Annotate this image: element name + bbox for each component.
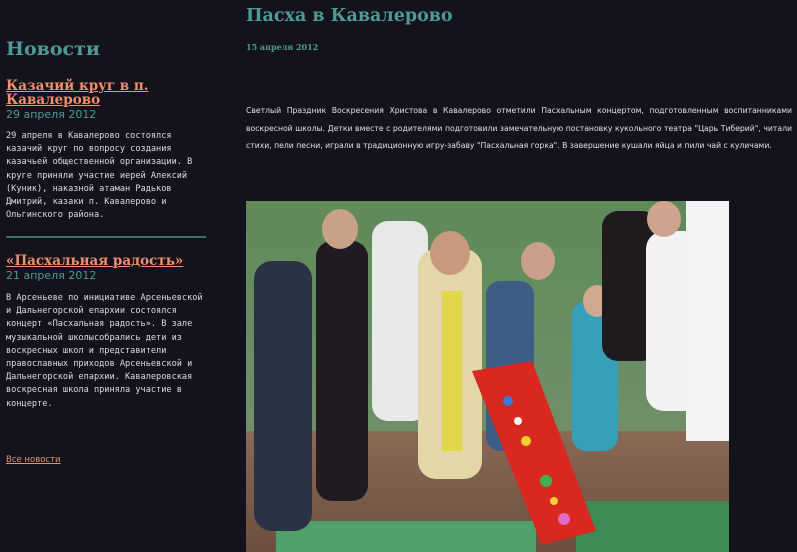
news-date: 29 апреля 2012	[6, 108, 97, 121]
article-body: Светлый Праздник Воскресения Христова в Кавалерово отметили Пасхальным концертом, подготовленным воспитанниками воскресной школы. Детки вместе с родителями подготовили замечательную постановку кукольного театра "Царь Тиберий", читали стихи, пели песни, играли в традиционную игру-забаву "Пасхальная горка". В завершение кушали яйца и пили чай с куличами.	[246, 106, 792, 150]
news-divider	[6, 236, 206, 238]
news-item	[6, 79, 206, 222]
news-summary: 29 апреля в Кавалерово состоялся казачий круг по вопросу создания казачьей общественной организации. В круге приняли участие иерей Алексий (Куник), наказной атаман Радьков Дмитрий, казаки п. Кавалерово и Ольгинского района.	[6, 131, 193, 221]
news-headline-link[interactable]: «Пасхальная радость»	[6, 253, 184, 269]
news-date: 21 апреля 2012	[6, 269, 97, 282]
article-date: 15 апреля 2012	[246, 42, 319, 52]
news-headline-link[interactable]: Казачий круг в п. Кавалерово	[6, 78, 149, 108]
news-item	[6, 254, 206, 411]
news-sidebar	[6, 0, 206, 552]
article-title: Пасха в Кавалерово	[246, 6, 453, 26]
news-summary: В Арсеньеве по инициативе Арсеньевской и Дальнегорской епархии состоялся концерт «Пасхальная радость». В зале музыкальной школысобрались дети из воскресных школ и представители православных приходов Арсеньевской и Дальнегорской епархии. Кавалеровская воскресная школа приняла участие в концерте.	[6, 293, 203, 409]
all-news-link[interactable]: Все новости	[6, 455, 61, 465]
article-photo	[246, 201, 729, 552]
news-section-title: Новости	[6, 38, 100, 60]
article	[246, 0, 792, 552]
